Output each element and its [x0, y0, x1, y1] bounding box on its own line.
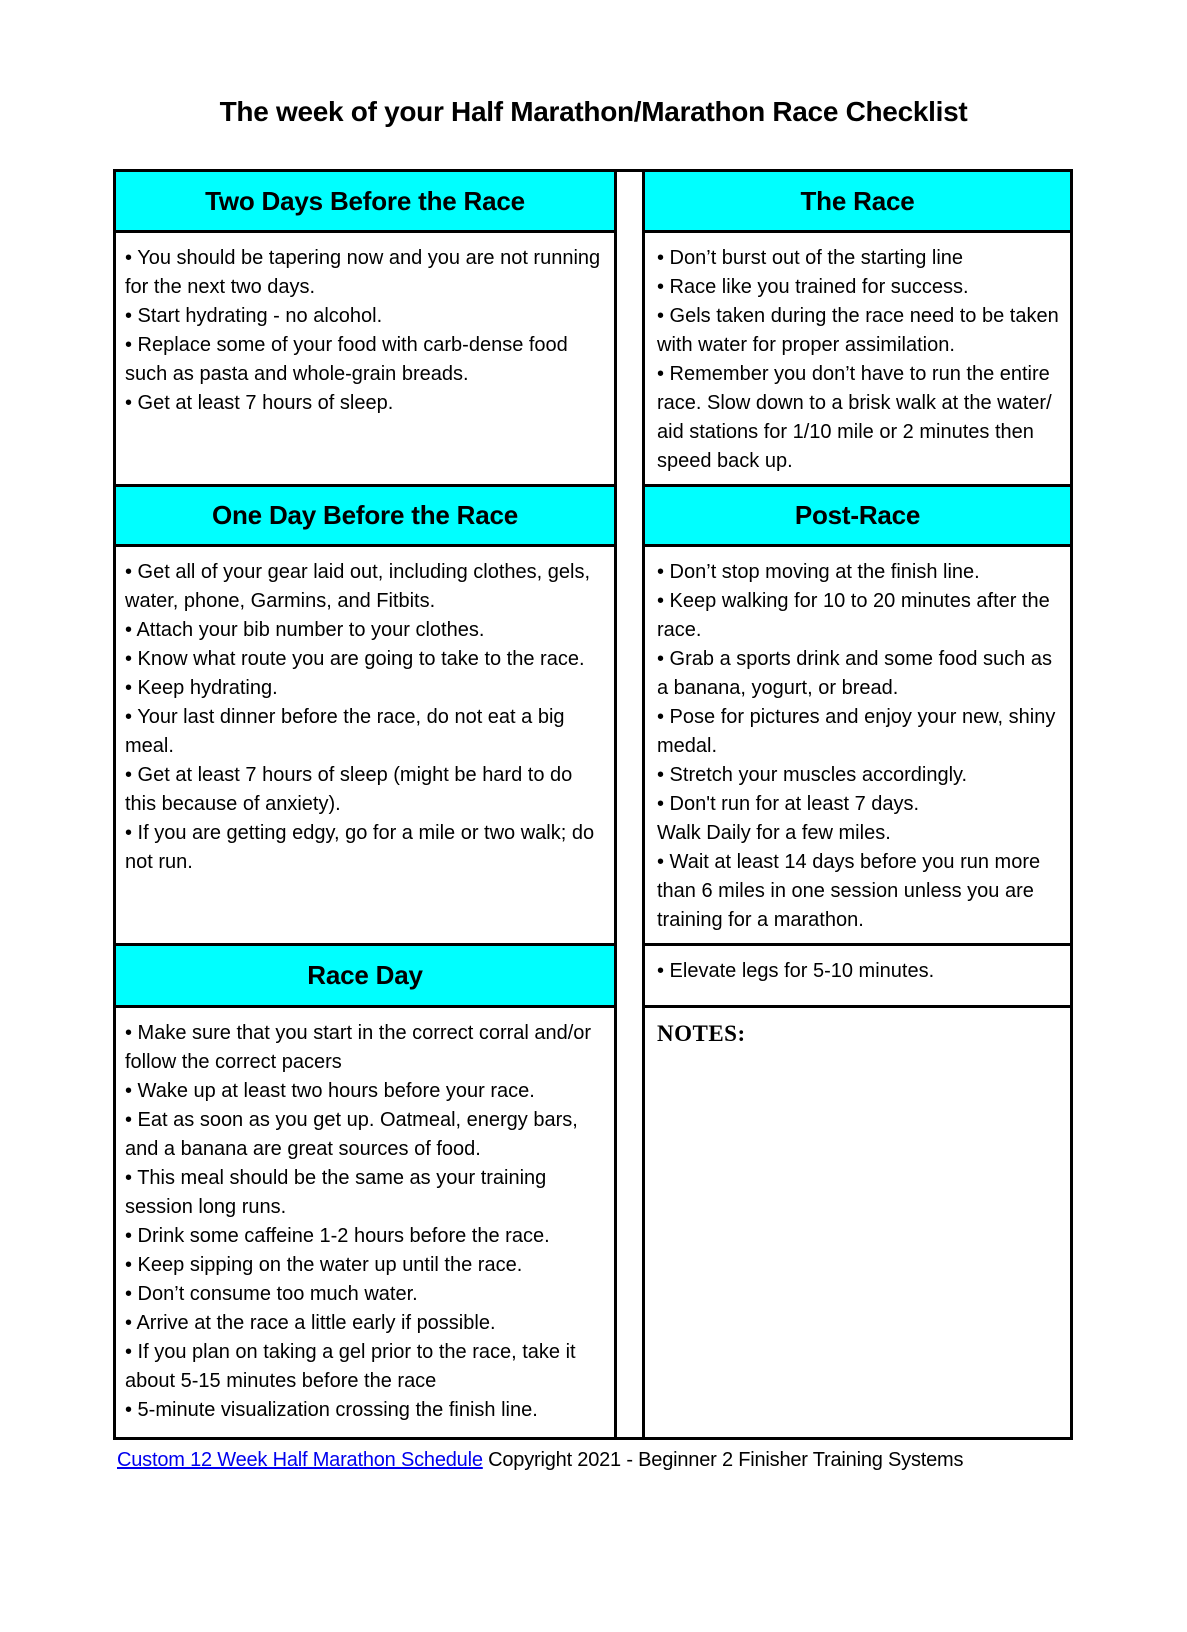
checklist-item: • Grab a sports drink and some food such as a banana, yogurt, or bread. [657, 648, 1052, 699]
checklist-item: • Don’t stop moving at the finish line. [657, 561, 980, 583]
checklist-item: • Wake up at least two hours before your race. [125, 1080, 535, 1102]
checklist-item: • Get at least 7 hours of sleep. [125, 392, 394, 414]
column-gutter [616, 232, 644, 486]
notes-content [644, 1007, 1072, 1439]
two-days-header: Two Days Before the Race [115, 171, 616, 232]
checklist-item: Walk Daily for a few miles. [657, 822, 891, 844]
checklist-item: • Start hydrating - no alcohol. [125, 305, 383, 327]
checklist-item: • Don't run for at least 7 days. [657, 793, 920, 815]
post-race-content [644, 546, 1072, 945]
one-day-header: One Day Before the Race [115, 486, 616, 546]
checklist-item: • Your last dinner before the race, do not eat a big meal. [125, 706, 565, 757]
checklist-item: • Get at least 7 hours of sleep (might be hard to do this because of anxiety). [125, 764, 573, 815]
race-day-content [115, 1007, 616, 1439]
post-race-header: Post-Race [644, 486, 1072, 546]
checklist-item: • If you plan on taking a gel prior to the race, take it about 5-15 minutes before the race [125, 1341, 576, 1392]
checklist-item: • This meal should be the same as your training session long runs. [125, 1167, 547, 1218]
checklist-item: • Make sure that you start in the correct corral and/or follow the correct pacers [125, 1022, 592, 1073]
checklist-item: • Race like you trained for success. [657, 276, 969, 298]
page-footer [117, 1449, 1187, 1472]
checklist-item: • Attach your bib number to your clothes. [125, 619, 485, 641]
checklist-item: • Elevate legs for 5-10 minutes. [657, 960, 935, 982]
column-gutter [616, 171, 644, 232]
footer-link[interactable]: Custom 12 Week Half Marathon Schedule [117, 1449, 483, 1471]
two-days-content [115, 232, 616, 486]
checklist-item: • Don’t burst out of the starting line [657, 247, 964, 269]
one-day-content [115, 546, 616, 945]
checklist-table-wrap [113, 169, 1187, 1440]
checklist-item: • Drink some caffeine 1-2 hours before the race. [125, 1225, 550, 1247]
elevate-legs-content [644, 945, 1072, 1007]
checklist-item: • Remember you don’t have to run the entire race. Slow down to a brisk walk at the water/ aid stations for 1/10 mile or 2 minutes then speed back up. [657, 363, 1052, 472]
checklist-item: • Keep hydrating. [125, 677, 278, 699]
column-gutter [616, 486, 644, 546]
checklist-item: • Stretch your muscles accordingly. [657, 764, 968, 786]
checklist-item: • If you are getting edgy, go for a mile or two walk; do not run. [125, 822, 595, 873]
column-gutter [616, 945, 644, 1007]
checklist-table [113, 169, 1073, 1440]
checklist-item: • Replace some of your food with carb-dense food such as pasta and whole-grain breads. [125, 334, 568, 385]
column-gutter [616, 1007, 644, 1439]
page-title: The week of your Half Marathon/Marathon Race Checklist [219, 96, 968, 127]
column-gutter [616, 546, 644, 945]
checklist-item: • Keep sipping on the water up until the race. [125, 1254, 523, 1276]
checklist-item: • You should be tapering now and you are not running for the next two days. [125, 247, 601, 298]
checklist-item: • Keep walking for 10 to 20 minutes after the race. [657, 590, 1050, 641]
the-race-header: The Race [644, 171, 1072, 232]
checklist-item: • Pose for pictures and enjoy your new, shiny medal. [657, 706, 1056, 757]
the-race-content [644, 232, 1072, 486]
checklist-item: • Arrive at the race a little early if possible. [125, 1312, 496, 1334]
checklist-item: • Wait at least 14 days before you run more than 6 miles in one session unless you are training for a marathon. [657, 851, 1041, 931]
checklist-item: • Know what route you are going to take to the race. [125, 648, 585, 670]
footer-copyright: Copyright 2021 - Beginner 2 Finisher Training Systems [488, 1449, 964, 1471]
checklist-item: • 5-minute visualization crossing the finish line. [125, 1399, 538, 1421]
race-day-header: Race Day [115, 945, 616, 1007]
checklist-item: • Eat as soon as you get up. Oatmeal, energy bars, and a banana are great sources of food. [125, 1109, 578, 1160]
checklist-item: • Gels taken during the race need to be taken with water for proper assimilation. [657, 305, 1059, 356]
notes-label: NOTES: [657, 1021, 746, 1046]
checklist-item: • Don’t consume too much water. [125, 1283, 418, 1305]
checklist-item: • Get all of your gear laid out, including clothes, gels, water, phone, Garmins, and Fitbits. [125, 561, 591, 612]
